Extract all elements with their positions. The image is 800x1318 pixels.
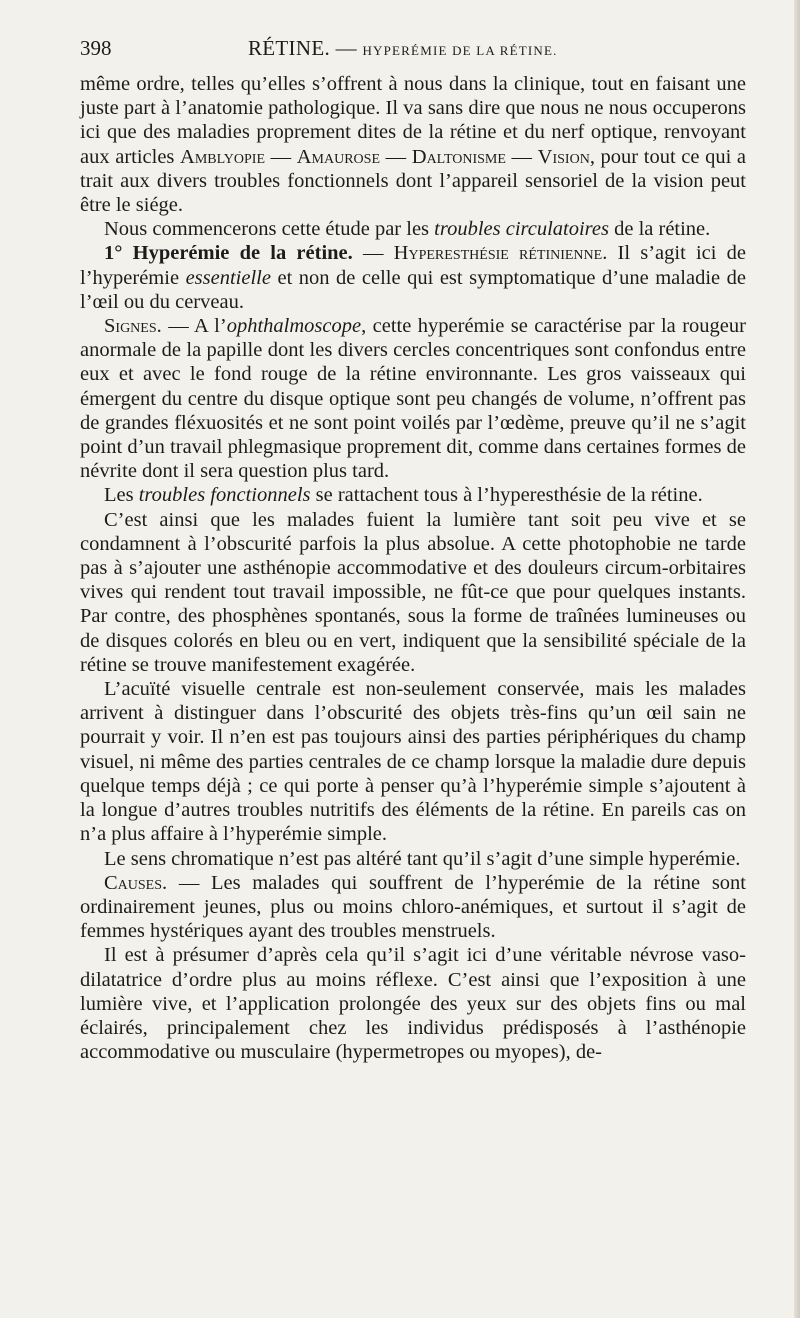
text-run: — bbox=[352, 242, 394, 265]
cross-reference-amaurose: Amaurose bbox=[296, 145, 381, 168]
paragraph-3 bbox=[80, 241, 746, 314]
paragraph-9 bbox=[80, 871, 746, 944]
header-subtitle: HYPERÉMIE DE LA RÉTINE. bbox=[362, 43, 558, 58]
body-text bbox=[80, 72, 746, 1064]
italic-term: ophthalmoscope bbox=[226, 315, 362, 338]
text-run: — bbox=[380, 145, 412, 168]
section-heading: 1° Hyperémie de la rétine. bbox=[104, 242, 353, 265]
italic-term: essentielle bbox=[185, 266, 271, 289]
running-title bbox=[248, 36, 558, 61]
paragraph-1 bbox=[80, 72, 746, 217]
paragraph-5 bbox=[80, 483, 746, 507]
header-dash: — bbox=[335, 36, 357, 60]
running-header bbox=[80, 36, 760, 66]
text-run: de la rétine. bbox=[608, 218, 711, 241]
text-run: et non de celle qui est symptomatique d’une maladie de l’œil ou du cerveau. bbox=[80, 266, 746, 313]
italic-term: troubles fonctionnels bbox=[138, 484, 311, 507]
cross-reference-vision: Vision bbox=[537, 145, 590, 168]
text-run: . — Les malades qui souffrent de l’hyperémie de la rétine sont ordinairement jeunes, plus ou moins chloro-anémiques, et surtout il s’agit de femmes hystériques ayant des troubles menstruels. bbox=[80, 871, 746, 943]
paragraph-6: C’est ainsi que les malades fuient la lumière tant soit peu vive et se condamnent à l’obscurité parfois la plus absolue. A cette photophobie ne tarde pas à s’ajouter une asthénopie accommodative et des douleurs circum-orbitaires vives qui rendent tout travail impossible, ne fût-ce que pour quelques instants. Par contre, des phosphènes spontanés, sous la forme de traînées lumineuses ou de disques colorés en bleu ou en vert, indiquent que la sensibilité spéciale de la rétine se trouve manifestement exagérée. bbox=[80, 508, 746, 676]
cross-reference-daltonisme: Daltonisme bbox=[411, 145, 506, 168]
text-run: . — A l’ bbox=[156, 315, 227, 338]
text-run: se rattachent tous à l’hyperesthésie de la rétine. bbox=[310, 484, 703, 507]
page-number: 398 bbox=[80, 36, 112, 60]
section-subheading: Hyperesthésie rétinienne bbox=[393, 242, 603, 265]
text-run: , pour tout ce qui a trait aux divers troubles fonctionnels dont l’appareil sensoriel de la vision peut être le siége. bbox=[80, 145, 747, 217]
text-run: Les bbox=[104, 484, 139, 507]
paragraph-10: Il est à présumer d’après cela qu’il s’agit ici d’une véritable névrose vaso-dilatatrice d’ordre plus au moins réflexe. C’est ainsi que l’exposition à une lumière vive, et l’application prolongée des yeux sur des objets fins ou mal éclairés, principalement chez les individus prédisposés à l’asthénopie accommodative ou musculaire (hypermetropes ou myopes), de- bbox=[80, 944, 746, 1064]
paragraph-8: Le sens chromatique n’est pas altéré tant qu’il s’agit d’une simple hyperémie. bbox=[104, 847, 741, 870]
subsection-label-signes: Signes bbox=[104, 315, 157, 338]
text-run: — bbox=[505, 145, 538, 168]
header-title: RÉTINE. bbox=[248, 36, 330, 60]
italic-term: troubles circulatoires bbox=[434, 218, 609, 241]
text-run: . Il s’agit ici de l’hyperémie bbox=[80, 242, 747, 289]
page-edge-shadow bbox=[794, 0, 800, 1318]
text-run: Nous commencerons cette étude par les bbox=[104, 218, 435, 241]
paragraph-7: L’acuïté visuelle centrale est non-seulement conservée, mais les malades arrivent à distinguer dans l’obscurité des objets très-fins qu’un œil sain ne pourrait y voir. Il n’en est pas toujours ainsi des parties périphériques du champ visuel, ni même des parties centrales de ce champ lorsque la maladie dure depuis quelque temps déjà ; ce qui porte à penser qu’à l’hyperémie simple s’ajoutent à la longue d’autres troubles nutritifs des éléments de la rétine. En pareils cas on n’a plus affaire à l’hyperémie simple. bbox=[80, 678, 746, 846]
paragraph-2 bbox=[80, 217, 746, 241]
text-run: , cette hyperémie se caractérise par la rougeur anormale de la papille dont les divers cercles concentriques sont confondus entre eux et avec le fond rouge de la rétine environnante. Les gros vaisseaux qui émergent du centre du disque optique sont peu changés de volume, n’offrent pas de grandes fléxuosités et ne sont point voilés par l’œdème, preuve qu’il ne s’agit point d’un travail phlegmasique proprement dit, comme dans certaines formes de névrite dont il sera question plus tard. bbox=[80, 315, 746, 483]
paragraph-4 bbox=[80, 314, 746, 483]
text-run: — bbox=[265, 145, 297, 168]
subsection-label-causes: Causes bbox=[104, 871, 163, 894]
cross-reference-amblyopie: Amblyopie bbox=[180, 145, 265, 168]
text-run: même ordre, telles qu’elles s’offrent à nous dans la clinique, tout en faisant une juste part à l’anatomie pathologique. Il va sans dire que nous ne nous occuperons ici que des maladies proprement dites de la rétine et du nerf optique, renvoyant aux articles bbox=[80, 73, 746, 168]
